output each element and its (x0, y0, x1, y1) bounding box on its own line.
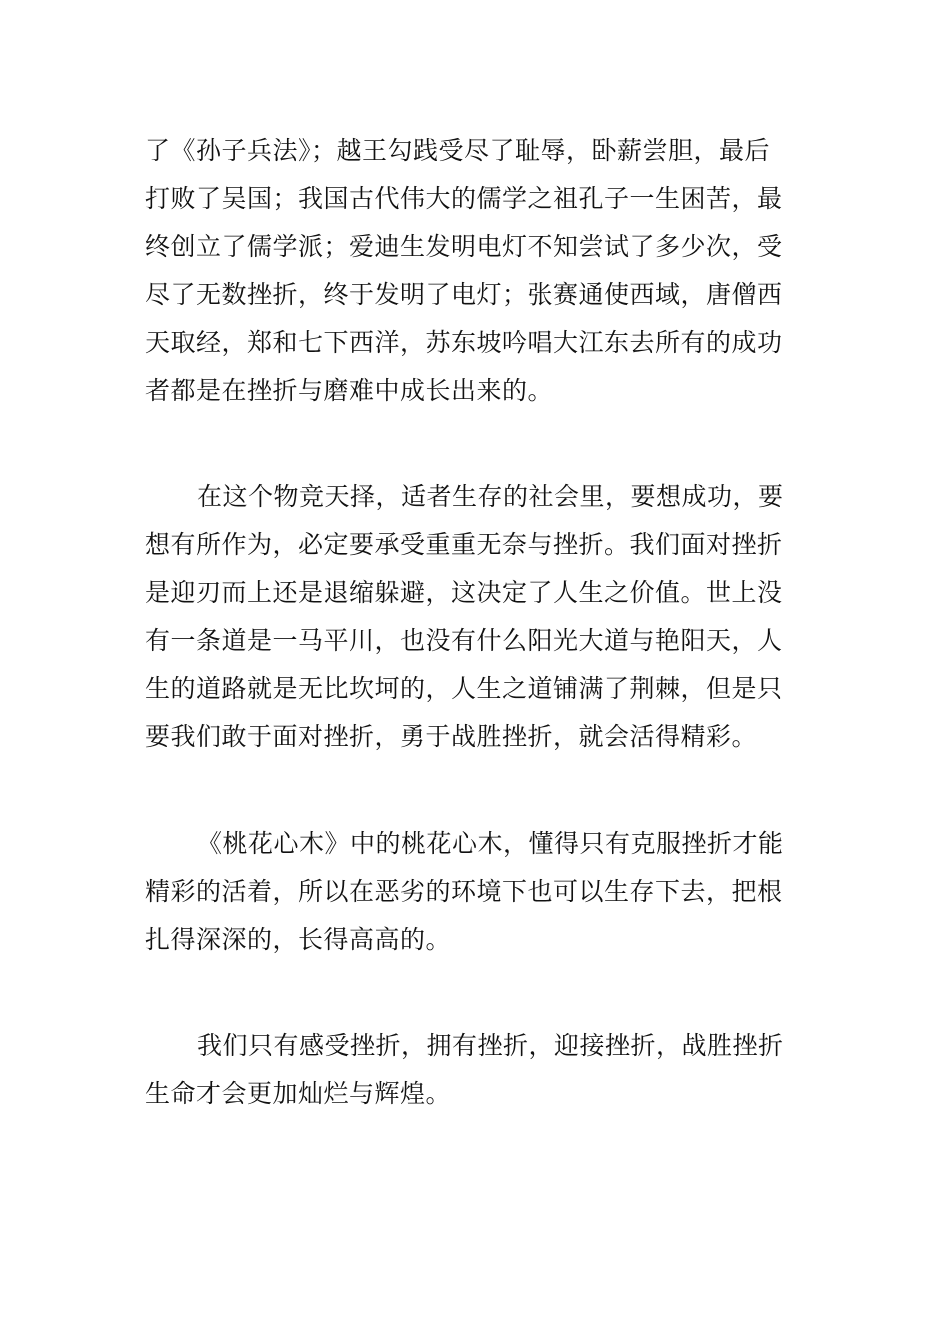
paragraph-line: 《桃花心木》中的桃花心木，懂得只有克服挫折才能 (197, 829, 784, 858)
paragraph-line: 精彩的活着，所以在恶劣的环境下也可以生存下去，把根 (145, 877, 783, 906)
paragraph-line: 打败了吴国；我国古代伟大的儒学之祖孔子一生困苦，最 (145, 184, 783, 213)
paragraph-2 (145, 473, 815, 761)
paragraph-line: 有一条道是一马平川，也没有什么阳光大道与艳阳天，人 (145, 626, 783, 655)
paragraph-line: 生的道路就是无比坎坷的，人生之道铺满了荆棘，但是只 (145, 674, 783, 703)
paragraph-line: 终创立了儒学派；爱迪生发明电灯不知尝试了多少次，受 (145, 232, 783, 261)
paragraph-line: 了《孙子兵法》；越王勾践受尽了耻辱，卧薪尝胆，最后 (145, 136, 771, 165)
paragraph-line: 扎得深深的，长得高高的。 (145, 925, 452, 954)
paragraph-line: 想有所作为，必定要承受重重无奈与挫折。我们面对挫折 (145, 530, 783, 559)
paragraph-line: 在这个物竞天择，适者生存的社会里，要想成功，要 (197, 482, 784, 511)
paragraph-3 (145, 820, 815, 964)
paragraph-4 (145, 1022, 815, 1118)
paragraph-1 (145, 127, 815, 415)
paragraph-line: 天取经，郑和七下西洋，苏东坡吟唱大江东去所有的成功 (145, 328, 783, 357)
paragraph-line: 要我们敢于面对挫折，勇于战胜挫折，就会活得精彩。 (145, 722, 758, 751)
paragraph-line: 我们只有感受挫折，拥有挫折，迎接挫折，战胜挫折 (197, 1031, 784, 1060)
paragraph-line: 生命才会更加灿烂与辉煌。 (145, 1079, 452, 1108)
paragraph-line: 尽了无数挫折，终于发明了电灯；张赛通使西域，唐僧西 (145, 280, 783, 309)
paragraph-line: 者都是在挫折与磨难中成长出来的。 (145, 376, 554, 405)
paragraph-line: 是迎刃而上还是退缩躲避，这决定了人生之价值。世上没 (145, 578, 783, 607)
